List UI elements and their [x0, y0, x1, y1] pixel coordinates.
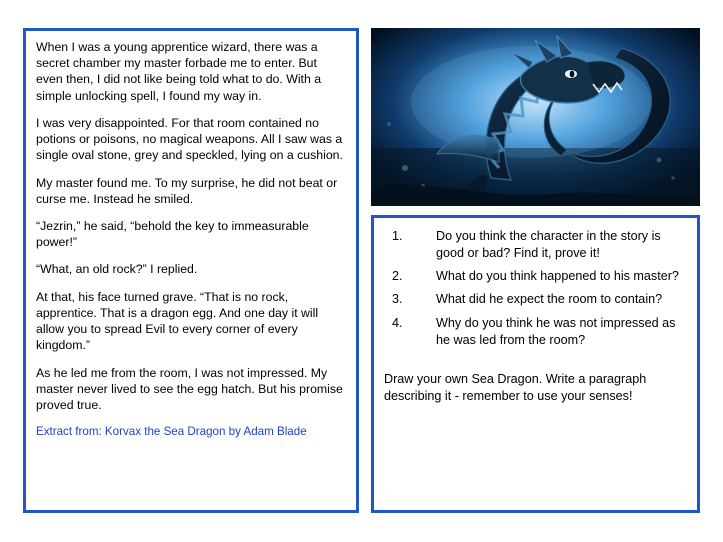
questions-list	[384, 228, 687, 349]
story-paragraph: When I was a young apprentice wizard, there was a secret chamber my master forbade me to enter. But even then, I did not like being told what to do. With a simple unlocking spell, I found my way in.	[36, 40, 322, 103]
story-paragraph: “Jezrin,” he said, “behold the key to immeasurable power!”	[36, 218, 309, 250]
story-paragraph: At that, his face turned grave. “That is no rock, apprentice. That is a dragon egg. And one day it will allow you to spread Evil to every corner of every kingdom.”	[36, 289, 319, 353]
sea-dragon-image	[371, 28, 700, 206]
story-paragraph: “What, an old rock?” I replied.	[36, 262, 198, 277]
task-instruction: Draw your own Sea Dragon. Write a paragraph describing it - remember to use your senses!	[384, 371, 647, 404]
list-item: Why do you think he was not impressed as he was led from the room?	[436, 315, 676, 347]
list-item: What did he expect the room to contain?	[436, 292, 663, 307]
questions-panel	[371, 215, 700, 513]
story-attribution: Extract from: Korvax the Sea Dragon by Adam Blade	[36, 425, 307, 439]
list-item: What do you think happened to his master?	[436, 269, 679, 284]
story-paragraph: My master found me. To my surprise, he did not beat or curse me. Instead he smiled.	[36, 175, 338, 206]
story-text-panel	[23, 28, 359, 513]
story-paragraph: I was very disappointed. For that room contained no potions or poisons, no magical weapons. All I saw was a single oval stone, grey and speckled, lying on a cushion.	[36, 115, 343, 163]
story-paragraph: As he led me from the room, I was not impressed. My master never lived to see the egg hatch. But his promise proved true.	[36, 365, 343, 412]
list-item: Do you think the character in the story is good or bad? Find it, prove it!	[436, 229, 661, 261]
